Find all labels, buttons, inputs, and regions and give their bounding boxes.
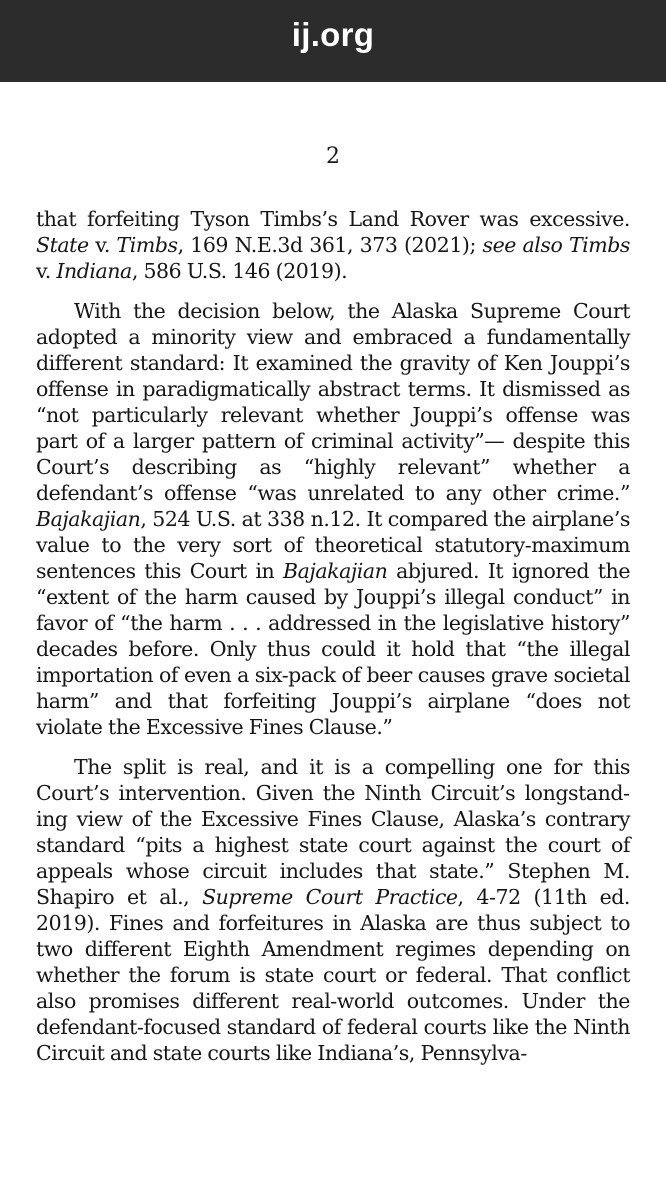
citation-italic-text: Indiana xyxy=(56,259,132,283)
paragraph-text: , 4-72 (11th ed. 2019). Fines and forfeitures in Alaska are thus subject to two different Eighth Amendment regimes depending on whether the forum is state court or federal. That conflict also promises different real-world outcomes. Under the defendant-focused standard of federal courts like the Ninth Circuit and state courts like Indiana’s, Pennsylva- xyxy=(36,885,630,1065)
paragraph-text: v. xyxy=(88,233,117,257)
document-body xyxy=(36,206,630,1080)
citation-italic-text: Bajakajian xyxy=(283,559,388,583)
document-page xyxy=(0,82,666,1200)
paragraph-text: that forfeiting Tyson Timbs’s Land Rover was excessive. xyxy=(36,207,630,231)
paragraph-text xyxy=(562,233,569,257)
site-domain-label: ij.org xyxy=(291,16,375,53)
paragraph-circuit-split xyxy=(36,754,630,1066)
paragraph-text: v. xyxy=(36,259,57,283)
paragraph-continuation xyxy=(36,206,630,284)
paragraph-text: , 586 U.S. 146 (2019). xyxy=(131,259,348,283)
citation-italic-text: Timbs xyxy=(116,233,178,257)
page-number: 2 xyxy=(326,144,340,169)
paragraph-alaska-decision xyxy=(36,298,630,740)
citation-italic-text: State xyxy=(36,233,89,257)
citation-italic-text: Timbs xyxy=(568,233,630,257)
paragraph-text: abjured. It ignored the “extent of the harm caused by Jouppi’s illegal conduct” in favor of “the harm . . . addressed in the legislative history” decades before. Only thus could it hold that “the illegal importation of even a six-pack of beer causes grave societal harm” and that forfeiting Jouppi’s airplane “does not violate the Excessive Fines Clause.” xyxy=(36,559,630,739)
citation-italic-text: see also xyxy=(482,233,563,257)
paragraph-text: , 524 U.S. at 338 n.12. It compared the airplane’s value to the very sort of theoretical statutory-maximum sentences this Court in xyxy=(36,507,630,583)
paragraph-text: The split is real, and it is a compelling one for this Court’s intervention. Given the Ninth Circuit’s longstanding view of the Excessive Fines Clause, Alaska’s contrary standard “pits a highest state court against the court of appeals whose circuit includes that state.” Stephen M. Shapiro et al., xyxy=(36,755,630,909)
paragraph-text: , 169 N.E.3d 361, 373 (2021); xyxy=(177,233,483,257)
site-header-bar xyxy=(0,0,666,82)
citation-italic-text: Supreme Court Practice xyxy=(202,885,458,909)
paragraph-text: With the decision below, the Alaska Supreme Court adopted a minority view and embraced a fundamentally different standard: It examined the gravity of Ken Jouppi’s offense in paradigmatically abstract terms. It dismissed as “not particularly relevant whether Jouppi’s offense was part of a larger pattern of criminal activity”— despite this Court’s describing as “highly relevant” whether a defendant’s offense “was unrelated to any other crime.” xyxy=(36,299,630,505)
citation-italic-text: Bajakajian xyxy=(36,507,141,531)
